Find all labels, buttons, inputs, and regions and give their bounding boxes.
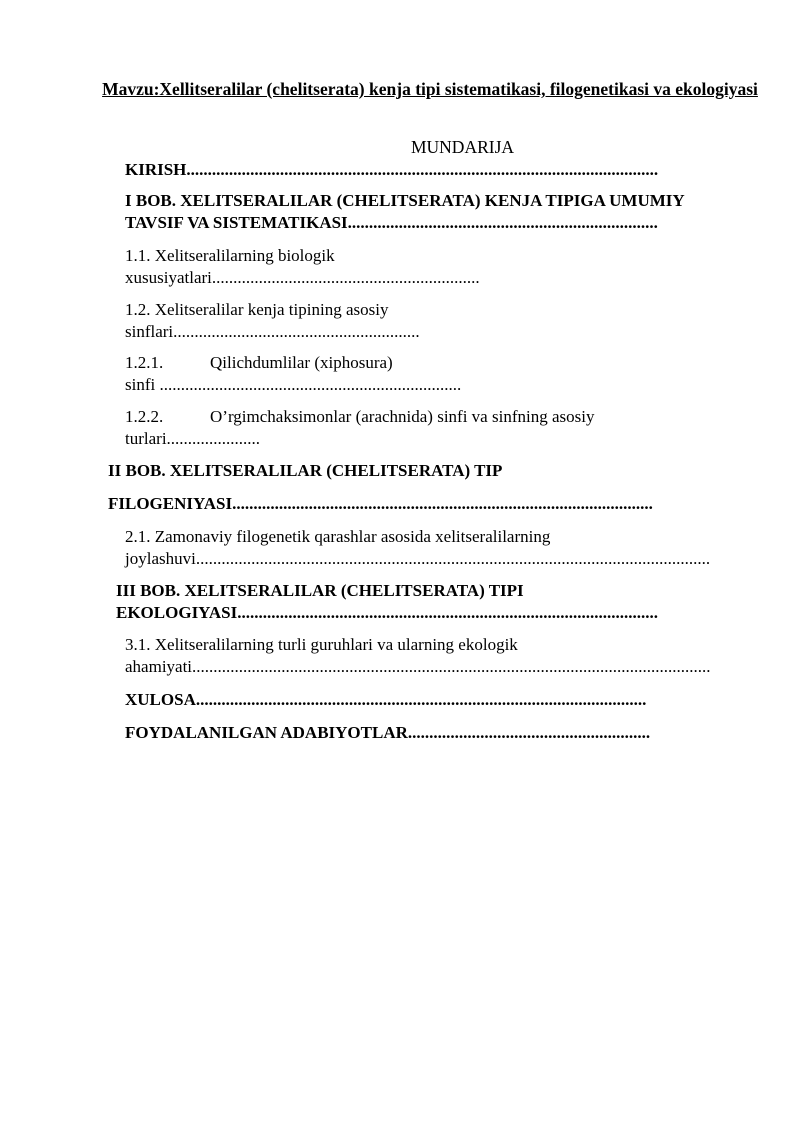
toc-entry-section-3-1-line-1: 3.1. Xelitseralilarning turli guruhlari va ularning ekologik [125, 635, 518, 654]
toc-entry-section-1-2-1-line-1 [125, 352, 393, 374]
toc-entry-section-1-1-line-1: 1.1. Xelitseralilarning biologik [125, 246, 335, 265]
section-number: 1.2.2. [125, 407, 164, 426]
toc-entry-section-1-2-2-line-1 [125, 406, 594, 428]
toc-entry-chapter-2-line-1: II BOB. XELITSERALILAR (CHELITSERATA) TIP [108, 461, 503, 480]
section-title: Qilichdumlilar (xiphosura) [210, 353, 393, 372]
toc-entry-section-1-2-line-1: 1.2. Xelitseralilar kenja tipining asosiy [125, 300, 389, 319]
toc-heading: MUNDARIJA [410, 137, 515, 157]
toc-entry-chapter-3-line-2: EKOLOGIYASI................................................................................................... [116, 603, 658, 622]
section-number: 1.2.1. [125, 353, 164, 372]
toc-entry-section-1-1-line-2: xususiyatlari............................................................... [125, 268, 480, 287]
toc-entry-chapter-1-line-2: TAVSIF VA SISTEMATIKASI......................................................................... [125, 213, 658, 232]
document-title: Mavzu:Xellitseralilar (chelitserata) kenja tipi sistematikasi, filogenetikasi va ekologiyasi [102, 79, 758, 99]
toc-entry-section-2-1-line-2: joylashuvi......................................................................................................................... [125, 549, 711, 568]
toc-entry-chapter-1-line-1: I BOB. XELITSERALILAR (CHELITSERATA) KENJA TIPIGA UMUMIY [125, 191, 685, 210]
toc-entry-chapter-2-line-2: FILOGENIYASI................................................................................................... [108, 494, 653, 513]
toc-entry-section-1-2-line-2: sinflari.......................................................... [125, 322, 420, 341]
toc-entry-section-3-1-line-2: ahamiyati.......................................................................................................................... [125, 657, 711, 676]
toc-entry-adabiyotlar: FOYDALANILGAN ADABIYOTLAR......................................................... [125, 723, 651, 742]
toc-entry-chapter-3-line-1: III BOB. XELITSERALILAR (CHELITSERATA) TIPI [116, 581, 524, 600]
toc-entry-xulosa: XULOSA.......................................................................................................... [125, 690, 647, 709]
toc-entry-kirish: KIRISH............................................................................................................... [125, 160, 659, 179]
section-title: O’rgimchaksimonlar (arachnida) sinfi va sinfning asosiy [210, 407, 595, 426]
toc-entry-section-2-1-line-1: 2.1. Zamonaviy filogenetik qarashlar asosida xelitseralilarning [125, 527, 551, 546]
toc-entry-section-1-2-1-line-2: sinfi ....................................................................... [125, 375, 462, 394]
toc-entry-section-1-2-2-line-2: turlari...................... [125, 429, 261, 448]
